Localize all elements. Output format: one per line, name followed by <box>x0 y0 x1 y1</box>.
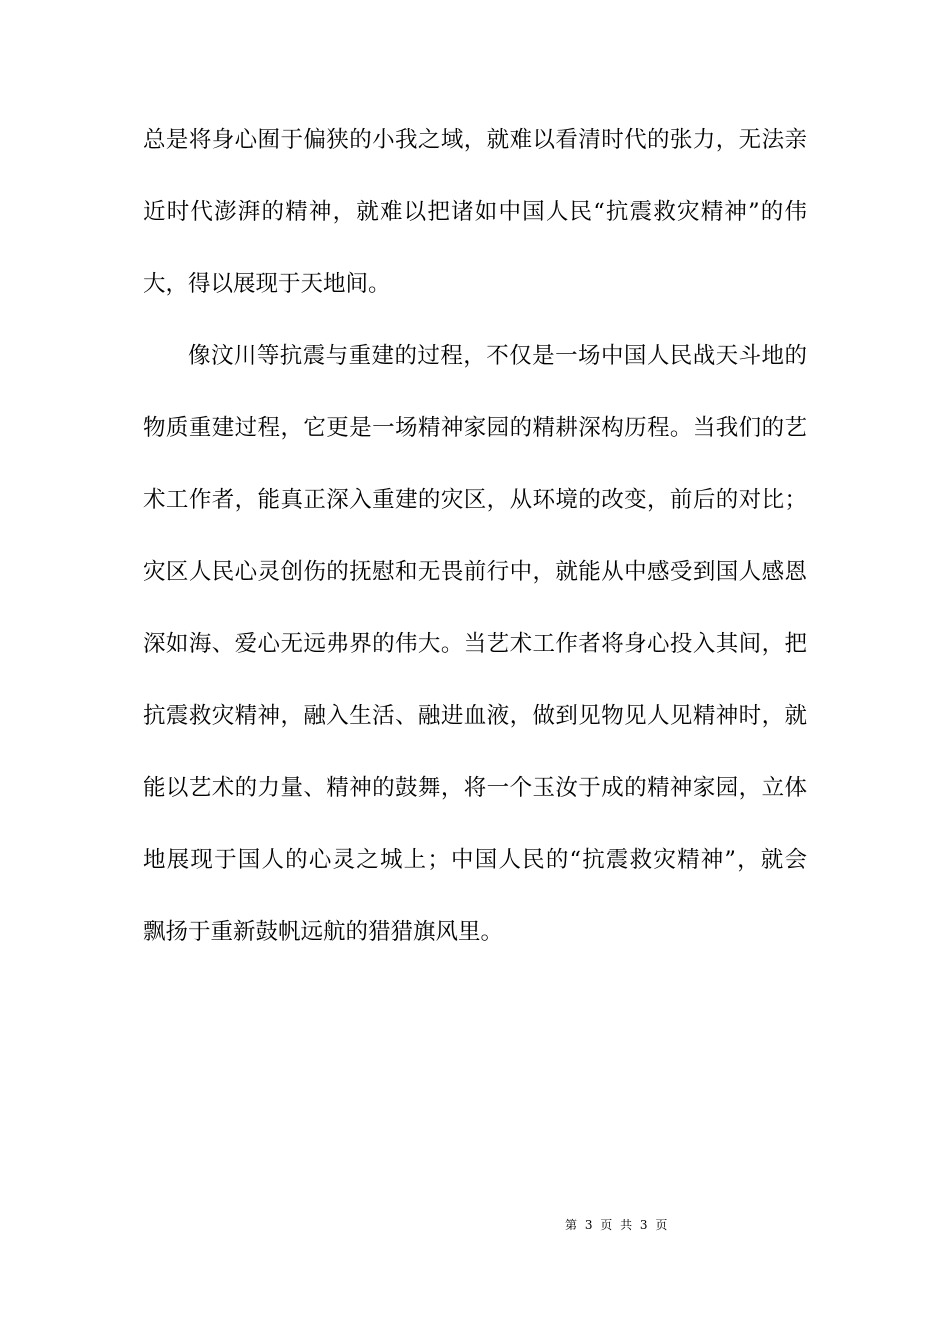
paragraph-line: 灾区人民心灵创伤的抚慰和无畏前行中，就能从中感受到国人感恩 <box>143 559 807 585</box>
document-body <box>143 128 807 944</box>
paragraph-line: 抗震救灾精神，融入生活、融进血液，做到见物见人见精神时，就 <box>143 703 807 729</box>
paragraph-line: 地展现于国人的心灵之城上；中国人民的“抗震救灾精神”，就会 <box>143 847 807 873</box>
paragraph-line: 飘扬于重新鼓帆远航的猎猎旗风里。 <box>143 919 504 945</box>
paragraph-line: 能以艺术的力量、精神的鼓舞，将一个玉汝于成的精神家园，立体 <box>143 775 807 801</box>
paragraph-line: 近时代澎湃的精神，就难以把诸如中国人民“抗震救灾精神”的伟 <box>143 199 807 225</box>
paragraph-line: 像汶川等抗震与重建的过程，不仅是一场中国人民战天斗地的 <box>188 343 807 369</box>
paragraph-2 <box>143 344 807 944</box>
paragraph-line: 术工作者，能真正深入重建的灾区，从环境的改变，前后的对比； <box>143 487 807 513</box>
page-number-footer: 第 3 页 共 3 页 <box>565 1218 670 1232</box>
paragraph-line: 深如海、爱心无远弗界的伟大。当艺术工作者将身心投入其间，把 <box>143 631 807 657</box>
paragraph-line: 大，得以展现于天地间。 <box>143 271 391 297</box>
paragraph-1 <box>143 128 807 296</box>
paragraph-line: 物质重建过程，它更是一场精神家园的精耕深构历程。当我们的艺 <box>143 415 807 441</box>
paragraph-line: 总是将身心囿于偏狭的小我之域，就难以看清时代的张力，无法亲 <box>143 127 807 153</box>
paragraph-gap <box>143 296 807 344</box>
